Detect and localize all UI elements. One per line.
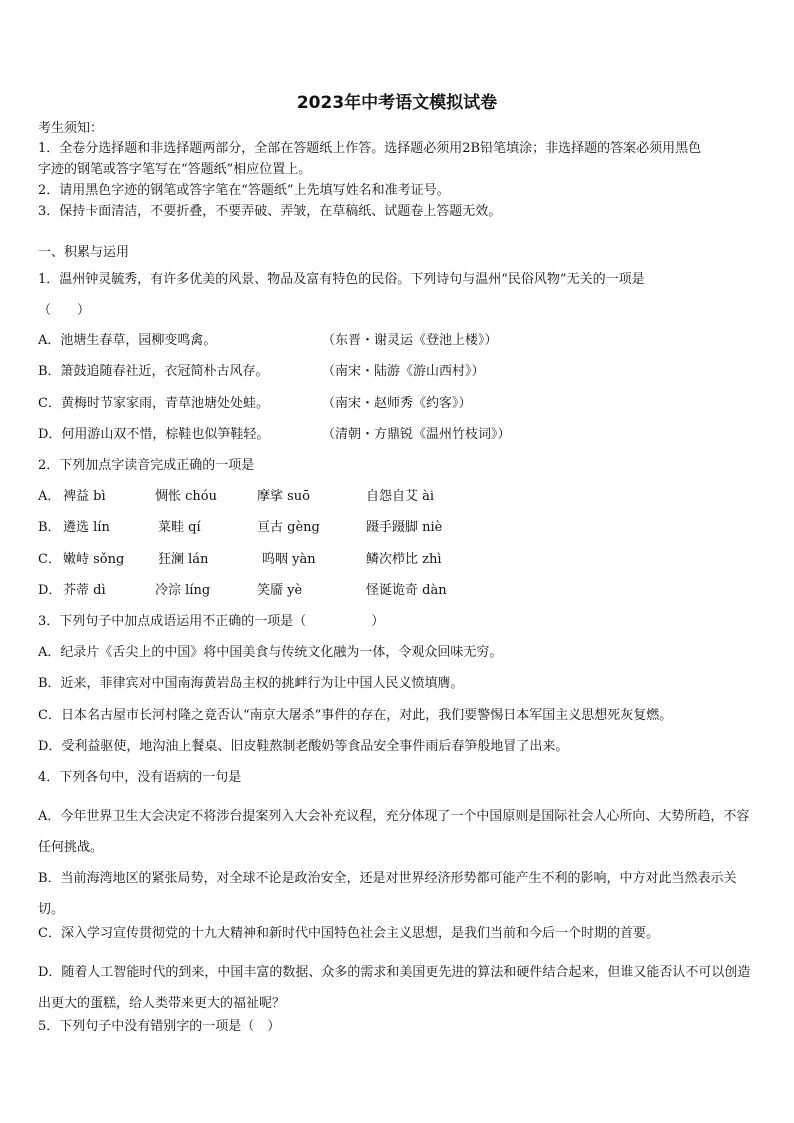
- option-label: B．: [38, 520, 61, 535]
- option-text: C．黄梅时节家家雨，青草池塘处处蛙。: [38, 396, 269, 411]
- pinyin-item: 亘古 gèng: [257, 520, 320, 535]
- option-text: A．池塘生春草，园柳变鸣禽。: [38, 333, 217, 348]
- option-text: C．深入学习宣传贯彻党的十九大精神和新时代中国特色社会主义思想，是我们当前和今后一个时期的首要。: [38, 926, 659, 941]
- question-stem: 5．下列句子中没有错别字的一项是（ ）: [38, 1019, 281, 1034]
- option-text: B．当前海湾地区的紧张局势，对全球不论是政治安全，还是对世界经济形势都可能产生不利的影响，中方对此当然表示关切。: [38, 871, 737, 917]
- pinyin-item: 裨益 bì: [63, 489, 106, 504]
- option-text: B．箫鼓追随春社近，衣冠简朴古风存。: [38, 364, 269, 379]
- pinyin-item: 狂澜 lán: [158, 552, 209, 567]
- pinyin-item: 蹑手蹑脚 niè: [366, 520, 443, 535]
- pinyin-item: 菜畦 qí: [158, 520, 201, 535]
- option-text: D．随着人工智能时代的到来，中国丰富的数据、众多的需求和美国更先进的算法和硬件结合起来，但谁又能否认不可以创造出更大的蛋糕，给人类带来更大的福祉呢？: [38, 965, 751, 1011]
- question-stem: 4．下列各句中，没有语病的一句是: [38, 770, 242, 785]
- option-text: C．日本名古屋市长河村隆之竟否认“南京大屠杀”事件的存在，对此，我们要警惕日本军国主义思想死灰复燃。: [38, 708, 673, 723]
- question-stem: 2．下列加点字读音完成正确的一项是: [38, 458, 255, 473]
- notice-item: 3．保持卡面清洁，不要折叠，不要弄破、弄皱，在草稿纸、试题卷上答题无效。: [38, 204, 502, 219]
- option-text: A．今年世界卫生大会决定不将涉台提案列入大会补充议程，充分体现了一个中国原则是国际社会人心所向、大势所趋，不容任何挑战。: [38, 809, 750, 855]
- notice-item: 2．请用黑色字迹的钢笔或答字笔在“答题纸”上先填写姓名和准考证号。: [38, 183, 450, 198]
- notice-item: 1．全卷分选择题和非选择题两部分，全部在答题纸上作答。选择题必须用2B铅笔填涂；非选择题的答案必须用黑色: [38, 141, 702, 156]
- option-text: A．纪录片《舌尖上的中国》将中国美食与传统文化融为一体，令观众回味无穷。: [38, 645, 503, 660]
- pinyin-item: 自怨自艾 ài: [366, 489, 435, 504]
- notice-heading: 考生须知：: [38, 121, 104, 136]
- question-stem: 1．温州钟灵毓秀，有许多优美的风景、物品及富有特色的民俗。下列诗句与温州“民俗风物”无关的一项是: [38, 272, 645, 287]
- pinyin-item: 鳞次栉比 zhì: [366, 552, 442, 567]
- option-source: （南宋・陆游《游山西村》）: [322, 364, 485, 379]
- pinyin-item: 摩挲 suō: [257, 489, 311, 504]
- pinyin-item: 惆怅 chóu: [155, 489, 217, 504]
- page-title: 2023年中考语文模拟试卷: [296, 93, 498, 113]
- option-text: D．受利益驱使，地沟油上餐桌、旧皮鞋熬制老酸奶等食品安全事件雨后春笋般地冒了出来。: [38, 739, 569, 754]
- pinyin-item: 呜咽 yàn: [262, 552, 316, 567]
- option-text: B．近来，菲律宾对中国南海黄岩岛主权的挑衅行为让中国人民义愤填膺。: [38, 676, 464, 691]
- notice-item: 字迹的钢笔或答字笔写在“答题纸”相应位置上。: [38, 162, 312, 177]
- question-stem: 3．下列句子中加点成语运用不正确的一项是（ ）: [38, 614, 385, 629]
- option-source: （清朝・方鼎锐《温州竹枝词》）: [322, 427, 511, 442]
- pinyin-item: 冷淙 líng: [155, 583, 211, 598]
- option-label: A．: [38, 489, 61, 504]
- option-label: D．: [38, 583, 62, 598]
- option-text: D．何用游山双不惜，棕鞋也似笋鞋轻。: [38, 427, 270, 442]
- pinyin-item: 笑靥 yè: [257, 583, 303, 598]
- section-heading: 一、积累与运用: [38, 245, 130, 260]
- answer-paren: （ ）: [38, 303, 91, 318]
- pinyin-item: 遴选 lín: [63, 520, 110, 535]
- option-source: （南宋・赵师秀《约客》）: [322, 396, 472, 411]
- pinyin-item: 怪诞诡奇 dàn: [366, 583, 447, 598]
- pinyin-item: 嫩峙 sǒng: [63, 552, 125, 567]
- option-label: C．: [38, 552, 61, 567]
- option-source: （东晋・谢灵运《登池上楼》）: [322, 333, 498, 348]
- pinyin-item: 芥蒂 dì: [63, 583, 106, 598]
